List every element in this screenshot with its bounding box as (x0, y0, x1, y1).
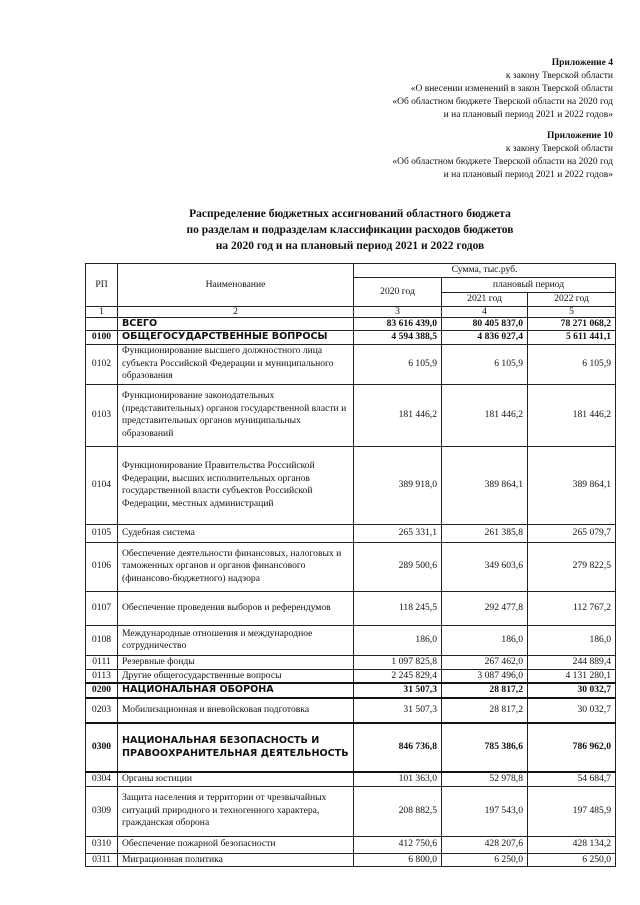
value-2022: 181 446,2 (528, 384, 616, 446)
budget-table (85, 263, 616, 867)
table-row (86, 542, 616, 591)
row-code: 0105 (86, 524, 118, 542)
value-2020: 83 616 439,0 (354, 317, 442, 331)
value-2021: 349 603,6 (442, 542, 528, 591)
row-code: 0100 (86, 331, 118, 345)
row-name: Международные отношения и международное сотрудничество (118, 625, 354, 655)
header-planned: плановый период (442, 278, 616, 293)
table-row (86, 772, 616, 786)
value-2022: 78 271 068,2 (528, 317, 616, 331)
header-rp: РП (86, 264, 118, 307)
row-code: 0106 (86, 542, 118, 591)
table-row (86, 446, 616, 524)
value-2020: 31 507,3 (354, 683, 442, 698)
row-name: Другие общегосударственные вопросы (118, 669, 354, 683)
annex-title: Приложение 10 (546, 131, 613, 141)
value-2020: 389 918,0 (354, 446, 442, 524)
row-name: Миграционная политика (118, 853, 354, 867)
row-code: 0103 (86, 384, 118, 446)
value-2021: 52 978,8 (442, 772, 528, 786)
col-number: 1 (86, 306, 118, 317)
value-2020: 412 750,6 (354, 836, 442, 853)
value-2021: 80 405 837,0 (442, 317, 528, 331)
annex-title: Приложение 4 (551, 58, 613, 68)
row-code: 0108 (86, 625, 118, 655)
table-row (86, 317, 616, 331)
value-2022: 389 864,1 (528, 446, 616, 524)
row-name: Защита населения и территории от чрезвычайных ситуаций природного и техногенного характера, гражданская оборона (118, 786, 354, 836)
value-2022: 6 105,9 (528, 344, 616, 384)
row-name: Судебная система (118, 524, 354, 542)
row-name: НАЦИОНАЛЬНАЯ ОБОРОНА (118, 683, 354, 698)
annex-line: и на плановый период 2021 и 2022 годов» (443, 170, 613, 180)
row-name: Мобилизационная и вневойсковая подготовка (118, 698, 354, 723)
value-2022: 30 032,7 (528, 698, 616, 723)
value-2021: 3 087 496,0 (442, 669, 528, 683)
table-row (86, 786, 616, 836)
value-2021: 6 250,0 (442, 853, 528, 867)
row-name: Функционирование Правительства Российской Федерации, высших исполнительных органов государственной власти субъектов Российской Федерации, местных администраций (118, 446, 354, 524)
row-code: 0309 (86, 786, 118, 836)
value-2021: 785 386,6 (442, 723, 528, 772)
table-row (86, 683, 616, 698)
col-number: 4 (442, 306, 528, 317)
table-row (86, 331, 616, 345)
table-row (86, 669, 616, 683)
table-row (86, 591, 616, 625)
value-2021: 261 385,8 (442, 524, 528, 542)
header-2022: 2022 год (528, 293, 616, 307)
value-2020: 208 882,5 (354, 786, 442, 836)
col-number: 5 (528, 306, 616, 317)
title-line: по разделам и подразделам классификации расходов бюджетов (186, 224, 514, 236)
value-2022: 428 134,2 (528, 836, 616, 853)
value-2022: 244 889,4 (528, 655, 616, 669)
table-row (86, 698, 616, 723)
value-2022: 54 684,7 (528, 772, 616, 786)
value-2022: 279 822,5 (528, 542, 616, 591)
table-row (86, 655, 616, 669)
row-code: 0104 (86, 446, 118, 524)
value-2020: 2 245 829,4 (354, 669, 442, 683)
header-name: Наименование (118, 264, 354, 307)
value-2020: 1 097 825,8 (354, 655, 442, 669)
value-2021: 186,0 (442, 625, 528, 655)
row-name: НАЦИОНАЛЬНАЯ БЕЗОПАСНОСТЬ И ПРАВООХРАНИТЕЛЬНАЯ ДЕЯТЕЛЬНОСТЬ (118, 723, 354, 772)
value-2020: 101 363,0 (354, 772, 442, 786)
col-number: 3 (354, 306, 442, 317)
value-2021: 181 446,2 (442, 384, 528, 446)
value-2022: 6 250,0 (528, 853, 616, 867)
annex-line: к закону Тверской области (505, 71, 613, 81)
row-code: 0200 (86, 683, 118, 698)
row-code: 0203 (86, 698, 118, 723)
value-2022: 197 485,9 (528, 786, 616, 836)
row-name: ВСЕГО (118, 317, 354, 331)
value-2021: 28 817,2 (442, 683, 528, 698)
value-2020: 846 736,8 (354, 723, 442, 772)
col-number: 2 (118, 306, 354, 317)
value-2022: 186,0 (528, 625, 616, 655)
annex-4-heading (392, 57, 613, 122)
annex-line: «О внесении изменений в закон Тверской области (410, 84, 613, 94)
value-2020: 186,0 (354, 625, 442, 655)
row-code: 0310 (86, 836, 118, 853)
title-line: на 2020 год и на плановый период 2021 и 2022 годов (215, 240, 485, 252)
annex-line: «Об областном бюджете Тверской области на 2020 год (392, 157, 613, 167)
value-2022: 786 962,0 (528, 723, 616, 772)
row-name: Обеспечение пожарной безопасности (118, 836, 354, 853)
value-2022: 5 611 441,1 (528, 331, 616, 345)
value-2020: 4 594 388,5 (354, 331, 442, 345)
value-2020: 6 800,0 (354, 853, 442, 867)
header-sum: Сумма, тыс.руб. (354, 264, 616, 278)
row-name: Резервные фонды (118, 655, 354, 669)
value-2021: 6 105,9 (442, 344, 528, 384)
value-2021: 4 836 027,4 (442, 331, 528, 345)
value-2020: 118 245,5 (354, 591, 442, 625)
title-line: Распределение бюджетных ассигнований областного бюджета (189, 208, 511, 220)
table-row (86, 625, 616, 655)
annex-line: к закону Тверской области (505, 144, 613, 154)
table-row (86, 344, 616, 384)
value-2022: 265 079,7 (528, 524, 616, 542)
row-code: 0102 (86, 344, 118, 384)
value-2021: 292 477,8 (442, 591, 528, 625)
document-title (85, 206, 615, 254)
value-2022: 30 032,7 (528, 683, 616, 698)
row-code: 0311 (86, 853, 118, 867)
table-row (86, 723, 616, 772)
table-row (86, 836, 616, 853)
header-2020: 2020 год (354, 278, 442, 307)
row-name: ОБЩЕГОСУДАРСТВЕННЫЕ ВОПРОСЫ (118, 331, 354, 345)
row-code: 0107 (86, 591, 118, 625)
table-row (86, 524, 616, 542)
value-2020: 265 331,1 (354, 524, 442, 542)
value-2021: 197 543,0 (442, 786, 528, 836)
value-2022: 4 131 280,1 (528, 669, 616, 683)
row-name: Органы юстиции (118, 772, 354, 786)
row-code (86, 317, 118, 331)
row-code: 0113 (86, 669, 118, 683)
value-2020: 6 105,9 (354, 344, 442, 384)
annex-line: «Об областном бюджете Тверской области на 2020 год (392, 97, 613, 107)
row-name: Обеспечение деятельности финансовых, налоговых и таможенных органов и органов финансового (финансово-бюджетного) надзора (118, 542, 354, 591)
row-name: Функционирование законодательных (представительных) органов государственной власти и представительных органов муниципальных образований (118, 384, 354, 446)
value-2021: 28 817,2 (442, 698, 528, 723)
row-code: 0111 (86, 655, 118, 669)
annex-line: и на плановый период 2021 и 2022 годов» (443, 110, 613, 120)
value-2021: 389 864,1 (442, 446, 528, 524)
header-2021: 2021 год (442, 293, 528, 307)
value-2020: 181 446,2 (354, 384, 442, 446)
value-2020: 31 507,3 (354, 698, 442, 723)
table-row (86, 853, 616, 867)
value-2021: 428 207,6 (442, 836, 528, 853)
row-name: Обеспечение проведения выборов и референдумов (118, 591, 354, 625)
value-2020: 289 500,6 (354, 542, 442, 591)
row-name: Функционирование высшего должностного лица субъекта Российской Федерации и муниципального образования (118, 344, 354, 384)
row-code: 0304 (86, 772, 118, 786)
value-2021: 267 462,0 (442, 655, 528, 669)
row-code: 0300 (86, 723, 118, 772)
value-2022: 112 767,2 (528, 591, 616, 625)
table-row (86, 384, 616, 446)
annex-10-heading (392, 130, 613, 182)
